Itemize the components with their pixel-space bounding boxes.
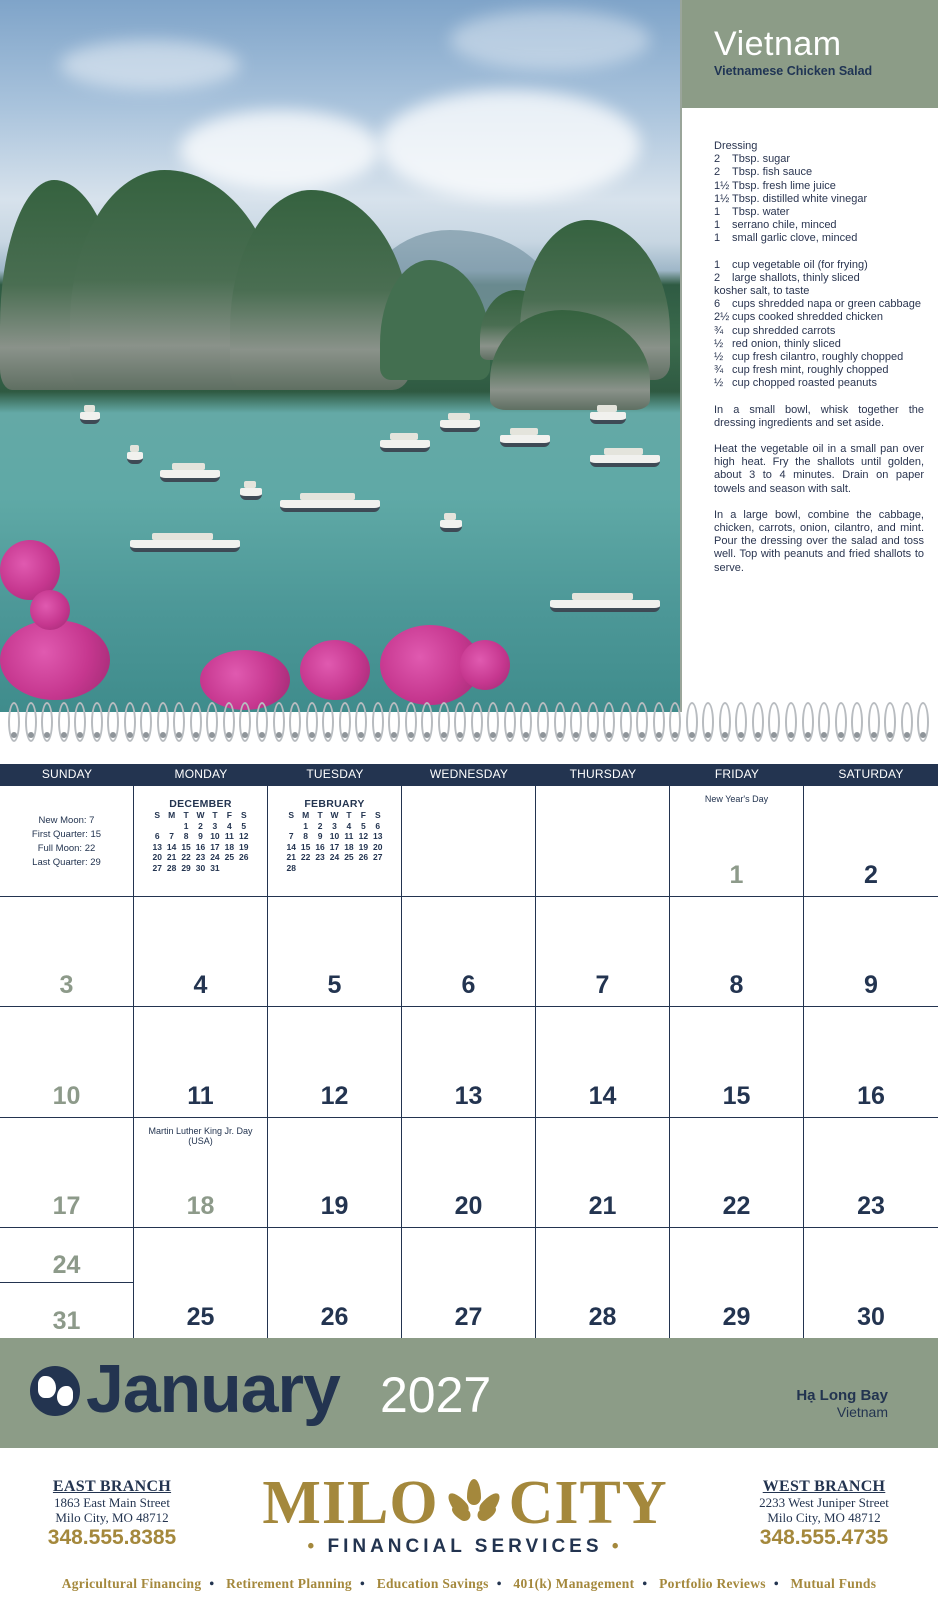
day-cell-9[interactable]: [804, 897, 938, 1008]
service-item: Agricultural Financing: [61, 1576, 202, 1591]
east-branch: [22, 1478, 202, 1550]
recipe-country: Vietnam: [714, 25, 842, 63]
east-branch-title: EAST BRANCH: [52, 1478, 172, 1495]
west-branch-title: WEST BRANCH: [762, 1478, 886, 1495]
day-number: 23: [857, 1192, 885, 1220]
spiral-coil: [256, 702, 268, 742]
recipe-body: [682, 108, 938, 575]
day-cell-22[interactable]: [670, 1118, 804, 1229]
day-cell-23[interactable]: [804, 1118, 938, 1229]
location-name: Hạ Long Bay: [796, 1387, 888, 1404]
mini-calendar-weekdays: S M T W T F S: [288, 810, 381, 820]
spiral-coil: [735, 702, 747, 742]
spiral-coil: [702, 702, 714, 742]
advertiser-footer: [0, 1448, 938, 1600]
mini-calendar-week: 1 2 3 4 5: [183, 820, 247, 831]
day-number: 3: [59, 971, 74, 999]
recipe-step: Heat the vegetable oil in a small pan over high heat. Fry the shallots until golden, about 3 to 4 minutes. Drain on paper towels and season with salt.: [714, 443, 924, 495]
spiral-coil: [157, 702, 169, 742]
spiral-coil: [273, 702, 285, 742]
spiral-coil: [173, 702, 185, 742]
spiral-coil: [686, 702, 698, 742]
spiral-coil: [91, 702, 103, 742]
day-number: 14: [588, 1081, 617, 1110]
day-cell-13[interactable]: [402, 1007, 536, 1118]
day-cell-28[interactable]: [536, 1228, 670, 1339]
mini-calendar-week: 27 28 29 30 31: [152, 862, 220, 873]
day-number: 24: [52, 1251, 81, 1280]
spiral-coil: [239, 702, 251, 742]
day-number: 9: [864, 971, 878, 999]
mini-calendar-title: DECEMBER: [169, 798, 232, 810]
day-cell-16[interactable]: [804, 1007, 938, 1118]
spiral-coil: [520, 702, 532, 742]
photo-location: [796, 1388, 888, 1420]
next-month-mini-calendar-cell: [268, 786, 402, 897]
holiday-note: Martin Luther King Jr. Day (USA): [148, 1125, 253, 1146]
weekday-wednesday: WEDNESDAY: [429, 767, 509, 781]
weekday-header: [0, 764, 938, 785]
mini-calendar-weekdays: S M T W T F S: [154, 810, 247, 820]
logo-word-city: CITY: [508, 1469, 668, 1537]
globe-icon: [30, 1366, 80, 1416]
service-item: Retirement Planning: [226, 1576, 352, 1591]
spiral-coil: [851, 702, 863, 742]
spiral-coil: [537, 702, 549, 742]
spiral-coil: [603, 702, 615, 742]
mini-calendar-week: 6 7 8 9 10 11 12: [154, 831, 249, 841]
day-cell-1[interactable]: [670, 786, 804, 897]
dressing-label: Dressing: [714, 140, 758, 152]
spiral-coil: [372, 702, 384, 742]
spiral-coil: [140, 702, 152, 742]
spiral-coil: [620, 702, 632, 742]
day-cell-21[interactable]: [536, 1118, 670, 1229]
mini-calendar-title: FEBRUARY: [304, 798, 365, 810]
mini-calendar-week: 13 14 15 16 17 18 19: [152, 841, 249, 852]
spiral-coil: [124, 702, 136, 742]
moon-phases-cell: [0, 786, 134, 897]
day-cell-18[interactable]: [134, 1118, 268, 1229]
mini-calendar-february: [284, 798, 385, 873]
day-number: 22: [722, 1192, 751, 1220]
ingredient: 1 small garlic clove, minced: [714, 232, 858, 245]
day-cell-26[interactable]: [268, 1228, 402, 1339]
day-number: 29: [722, 1302, 751, 1331]
ingredient: 2½ cups cooked shredded chicken: [714, 311, 884, 324]
location-country: Vietnam: [836, 1404, 888, 1420]
spiral-coil: [289, 702, 301, 742]
mini-calendar-week: 7 8 9 10 11 12 13: [288, 831, 383, 841]
ingredient: 6 cups shredded napa or green cabbage: [714, 298, 921, 311]
day-cell-2[interactable]: [804, 786, 938, 897]
weekday-thursday: THURSDAY: [569, 767, 637, 781]
recipe-header: [682, 0, 938, 108]
day-number: 30: [857, 1302, 885, 1331]
spiral-binding: [0, 700, 938, 748]
wheat-leaf-icon: [445, 1477, 503, 1529]
day-cell-12[interactable]: [268, 1007, 402, 1118]
day-number: 28: [588, 1302, 617, 1331]
ingredient: kosher salt, to taste: [714, 285, 810, 298]
prev-month-mini-calendar-cell: [134, 786, 268, 897]
day-cell-10[interactable]: [0, 1007, 134, 1118]
ingredient: ½ cup chopped roasted peanuts: [714, 377, 877, 390]
spiral-coil: [41, 702, 53, 742]
service-item: Portfolio Reviews: [659, 1576, 766, 1591]
holiday-note: New Year's Day: [704, 794, 769, 804]
day-grid: [0, 785, 938, 1339]
ingredient: 1 Tbsp. water: [714, 206, 790, 219]
spiral-coil: [454, 702, 466, 742]
day-number: 12: [320, 1081, 349, 1110]
ingredient: ½ red onion, thinly sliced: [714, 337, 841, 350]
day-cell-15[interactable]: [670, 1007, 804, 1118]
day-cell-29[interactable]: [670, 1228, 804, 1339]
spiral-coil: [570, 702, 582, 742]
service-item: 401(k) Management: [513, 1576, 635, 1591]
spiral-coil: [339, 702, 351, 742]
spiral-coil: [901, 702, 913, 742]
day-number: 5: [327, 971, 342, 999]
weekday-friday: FRIDAY: [714, 767, 760, 781]
east-branch-city: Milo City, MO 48712: [55, 1509, 169, 1525]
day-cell-3[interactable]: [0, 897, 134, 1008]
ingredient: 2 Tbsp. sugar: [714, 153, 791, 166]
recipe-dish-name: Vietnamese Chicken Salad: [714, 64, 873, 78]
day-number: 6: [461, 971, 476, 999]
spiral-coil: [74, 702, 86, 742]
day-number: 31: [52, 1306, 81, 1335]
spiral-coil: [107, 702, 119, 742]
ingredient: 1½ Tbsp. distilled white vinegar: [714, 192, 868, 205]
split-day-cell-24-31: [0, 1228, 134, 1339]
halong-bay-photo: [0, 0, 680, 712]
spiral-coil: [587, 702, 599, 742]
day-cell-19[interactable]: [268, 1118, 402, 1229]
spiral-coil: [25, 702, 37, 742]
mini-calendar-week: 20 21 22 23 24 25 26: [152, 852, 249, 862]
weekday-monday: MONDAY: [174, 767, 228, 781]
day-number: 19: [320, 1192, 349, 1220]
spiral-coil: [322, 702, 334, 742]
spiral-coil: [206, 702, 218, 742]
spiral-coil: [223, 702, 235, 742]
ingredient: ½ cup fresh cilantro, roughly chopped: [714, 351, 904, 364]
day-number: 11: [187, 1081, 214, 1110]
day-number: 27: [454, 1302, 483, 1331]
spiral-coil: [504, 702, 516, 742]
spiral-coil: [471, 702, 483, 742]
logo-subtitle: FINANCIAL SERVICES: [327, 1536, 603, 1557]
day-cell-24[interactable]: [0, 1228, 133, 1283]
mini-calendar-week: 14 15 16 17 18 19 20: [286, 841, 383, 852]
spiral-coil: [636, 702, 648, 742]
mini-calendar-week: 1 2 3 4 5 6: [303, 820, 381, 831]
spiral-coil: [487, 702, 499, 742]
recipe-step: In a small bowl, whisk together the dressing ingredients and set aside.: [714, 403, 924, 429]
spiral-coil: [388, 702, 400, 742]
day-cell-25[interactable]: [134, 1228, 268, 1339]
spiral-coil: [421, 702, 433, 742]
east-branch-phone: 348.555.8385: [47, 1526, 177, 1549]
moon-phases: New Moon: 7 First Quarter: 15 Full Moon: 22 Last Quarter: 29: [31, 815, 102, 868]
day-number: 21: [588, 1192, 617, 1220]
mini-calendar-week: 28: [286, 862, 296, 873]
day-cell-30[interactable]: [804, 1228, 938, 1339]
ingredient: 2 Tbsp. fish sauce: [714, 166, 813, 179]
weekday-sunday: SUNDAY: [41, 767, 93, 781]
east-branch-address: 1863 East Main Street: [54, 1495, 170, 1510]
spiral-coil: [835, 702, 847, 742]
calendar-grid: [0, 764, 938, 1339]
spiral-coil: [653, 702, 665, 742]
day-cell-20[interactable]: [402, 1118, 536, 1229]
spiral-coil: [917, 702, 929, 742]
service-item: Mutual Funds: [790, 1576, 877, 1591]
spiral-coil: [58, 702, 70, 742]
day-number: 20: [454, 1192, 483, 1220]
month-name: January: [86, 1351, 340, 1427]
day-number: 8: [729, 971, 744, 999]
ingredient: ¾ cup shredded carrots: [714, 324, 836, 337]
spiral-coil: [802, 702, 814, 742]
day-number: 4: [193, 971, 208, 999]
west-branch-city: Milo City, MO 48712: [767, 1509, 881, 1525]
day-number: 15: [722, 1081, 751, 1110]
service-item: Education Savings: [376, 1576, 489, 1591]
day-cell-17[interactable]: [0, 1118, 134, 1229]
west-branch-phone: 348.555.4735: [759, 1526, 889, 1549]
day-cell-4[interactable]: [134, 897, 268, 1008]
recipe-step: In a large bowl, combine the cabbage, chicken, carrots, onion, cilantro, and mint. Pour the dressing over the salad and toss well. Top with peanuts and fried shallots to serve.: [714, 508, 924, 574]
day-number: 10: [52, 1081, 81, 1110]
empty-day-cell: [402, 786, 536, 897]
spiral-coil: [884, 702, 896, 742]
spiral-coil: [554, 702, 566, 742]
mini-calendar-week: 21 22 23 24 25 26 27: [286, 852, 383, 862]
company-logo: MILO CITY • FINANCIAL SERVICES •: [262, 1469, 668, 1557]
spiral-coil: [768, 702, 780, 742]
spiral-coil: [669, 702, 681, 742]
day-number: 18: [186, 1192, 215, 1220]
spiral-coil: [719, 702, 731, 742]
logo-word-milo: MILO: [262, 1469, 439, 1537]
west-branch-address: 2233 West Juniper Street: [759, 1495, 889, 1510]
spiral-coil: [438, 702, 450, 742]
day-number: 17: [52, 1192, 81, 1220]
day-number: 2: [864, 860, 878, 889]
spiral-coil: [752, 702, 764, 742]
day-number: 25: [186, 1302, 215, 1331]
spiral-coil: [818, 702, 830, 742]
day-cell-7[interactable]: [536, 897, 670, 1008]
empty-day-cell: [536, 786, 670, 897]
spiral-coil: [306, 702, 318, 742]
ingredient: ¾ cup fresh mint, roughly chopped: [714, 364, 889, 377]
ingredient: 2 large shallots, thinly sliced: [714, 271, 860, 284]
west-branch: [734, 1478, 914, 1550]
spiral-coil: [8, 702, 20, 742]
spiral-coil: [190, 702, 202, 742]
day-cell-31[interactable]: [0, 1283, 133, 1337]
day-cell-14[interactable]: [536, 1007, 670, 1118]
day-number: 7: [595, 971, 610, 999]
month-banner: [0, 1338, 938, 1448]
day-number: 26: [320, 1302, 349, 1331]
day-cell-11[interactable]: [134, 1007, 268, 1118]
day-cell-6[interactable]: [402, 897, 536, 1008]
services-list: Agricultural Financing • Retirement Planning • Education Savings • 401(k) Management • Portfolio Reviews • Mutual Funds: [61, 1576, 877, 1591]
day-number: 16: [857, 1081, 885, 1110]
ingredient: 1½ Tbsp. fresh lime juice: [714, 179, 836, 192]
day-number: 1: [729, 860, 744, 889]
spiral-coil: [405, 702, 417, 742]
ingredient: 1 cup vegetable oil (for frying): [714, 258, 868, 271]
spiral-coil: [868, 702, 880, 742]
day-cell-5[interactable]: [268, 897, 402, 1008]
day-cell-27[interactable]: [402, 1228, 536, 1339]
spiral-coil: [785, 702, 797, 742]
day-cell-8[interactable]: [670, 897, 804, 1008]
day-number: 13: [454, 1081, 483, 1110]
mini-calendar-december: [150, 798, 251, 873]
ingredient: 1 serrano chile, minced: [714, 219, 837, 232]
year: 2027: [380, 1367, 492, 1423]
weekday-saturday: SATURDAY: [838, 767, 904, 781]
recipe-panel: [680, 0, 938, 712]
spiral-coil: [355, 702, 367, 742]
weekday-tuesday: TUESDAY: [306, 767, 364, 781]
